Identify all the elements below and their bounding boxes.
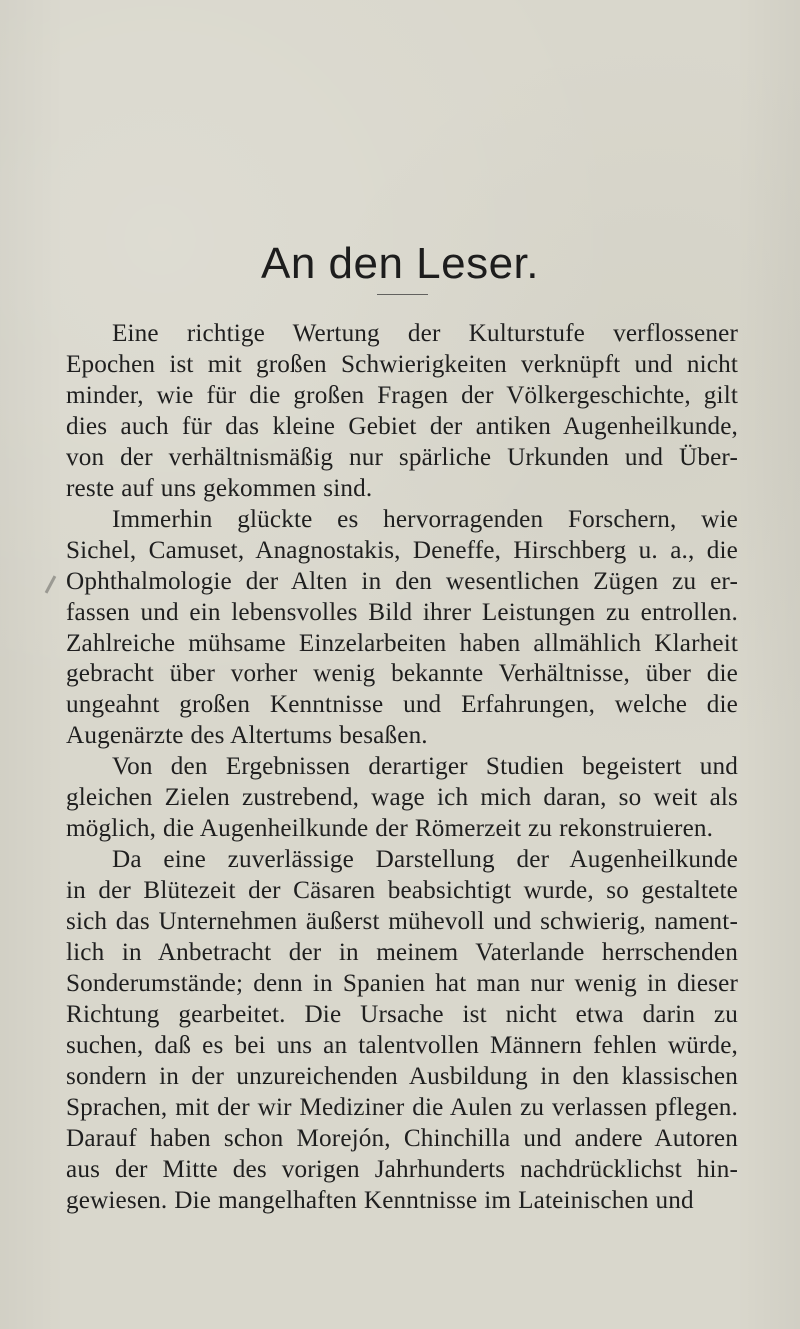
text-line: gleichen Zielen zustrebend, wage ich mich daran, so weit als — [66, 784, 738, 812]
title-divider — [377, 294, 428, 295]
text-line: in der Blütezeit der Cäsaren beabsichtigt wurde, so gestaltete — [66, 877, 738, 905]
text-line: sich das Unternehmen äußerst mühevoll und schwierig, nament- — [66, 908, 738, 936]
text-line: lich in Anbetracht der in meinem Vaterlande herrschenden — [66, 939, 738, 967]
text-line: minder, wie für die großen Fragen der Völkergeschichte, gilt — [66, 381, 738, 409]
text-line: Da eine zuverlässige Darstellung der Augenheilkunde — [112, 846, 738, 874]
text-line: Sprachen, mit der wir Mediziner die Aulen zu verlassen pflegen. — [66, 1093, 738, 1121]
text-line: Richtung gearbeitet. Die Ursache ist nicht etwa darin zu — [66, 1000, 738, 1028]
text-line: ungeahnt großen Kenntnisse und Erfahrungen, welche die — [66, 691, 738, 719]
text-line: suchen, daß es bei uns an talentvollen Männern fehlen würde, — [66, 1031, 738, 1059]
text-line: Sichel, Camuset, Anagnostakis, Deneffe, Hirschberg u. a., die — [66, 536, 738, 564]
text-line: Sonderumstände; denn in Spanien hat man nur wenig in dieser — [66, 970, 738, 998]
text-line: Darauf haben schon Morejón, Chinchilla und andere Autoren — [66, 1124, 738, 1152]
text-line: fassen und ein lebensvolles Bild ihrer Leistungen zu entrollen. — [66, 598, 738, 626]
text-line: Zahlreiche mühsame Einzelarbeiten haben allmählich Klarheit — [66, 629, 738, 657]
text-line: Von den Ergebnissen derartiger Studien begeistert und — [112, 753, 738, 781]
text-line: dies auch für das kleine Gebiet der antiken Augenheilkunde, — [66, 412, 738, 440]
text-line: Epochen ist mit großen Schwierigkeiten verknüpft und nicht — [66, 350, 738, 378]
text-line: sondern in der unzureichenden Ausbildung in den klassischen — [66, 1062, 738, 1090]
text-line: gebracht über vorher wenig bekannte Verhältnisse, über die — [66, 660, 738, 688]
text-line: gewiesen. Die mangelhaften Kenntnisse im Lateinischen und — [66, 1186, 694, 1214]
margin-mark — [45, 575, 57, 593]
text-line: Eine richtige Wertung der Kulturstufe verflossener — [112, 320, 738, 347]
text-line: von der verhältnismäßig nur spärliche Urkunden und Über- — [66, 443, 738, 471]
text-line: Augenärzte des Altertums besaßen. — [66, 722, 428, 750]
text-line: Immerhin glückte es hervorragenden Forschern, wie — [112, 505, 738, 533]
text-line: reste auf uns gekommen sind. — [66, 474, 373, 502]
text-line: Ophthalmologie der Alten in den wesentlichen Zügen zu er- — [66, 567, 738, 595]
body-text — [66, 319, 738, 1217]
page-title: An den Leser. — [260, 239, 540, 288]
text-line: aus der Mitte des vorigen Jahrhunderts nachdrücklichst hin- — [66, 1155, 738, 1183]
text-line: möglich, die Augenheilkunde der Römerzeit zu rekonstruieren. — [66, 815, 714, 843]
